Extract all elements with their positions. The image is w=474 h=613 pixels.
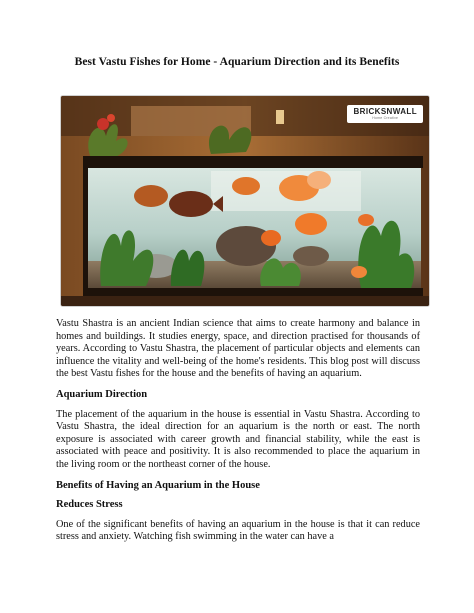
brand-tagline: Home Creative: [372, 116, 399, 120]
intro-paragraph: Vastu Shastra is an ancient Indian science that aims to create harmony and balance in homes and buildings. It studies energy, space, and direction practised for thousands of years. According to Vastu Shastra, the placement of particular objects and elements can influence the vitality and well-being of the home's residents. This blog post will discuss the best Vastu fishes for the house and the benefits of having an aquarium.: [56, 318, 420, 380]
brand-logo: [347, 105, 423, 123]
article-body: [56, 318, 420, 552]
reduces-stress-paragraph: One of the significant benefits of having an aquarium in the house is that it can reduce stress and anxiety. Watching fish swimming in the water can have a: [56, 518, 420, 543]
subheading-reduces-stress: Reduces Stress: [56, 499, 123, 511]
section-heading-benefits: Benefits of Having an Aquarium in the House: [56, 479, 260, 491]
brand-name: BRICKSNWALL: [353, 107, 417, 116]
aquarium-photo: [60, 95, 430, 307]
aquarium-direction-paragraph: The placement of the aquarium in the house is essential in Vastu Shastra. According to Vastu Shastra, the ideal direction for an aquarium is the north or east. The north exposure is associated with career growth and financial stability, while the east is associated with peace and positivity. It is also recommended to place the aquarium in the living room or the northeast corner of the house.: [56, 408, 420, 470]
aquarium-illustration: [61, 96, 429, 306]
section-heading-aquarium-direction: Aquarium Direction: [56, 388, 148, 400]
page-title: Best Vastu Fishes for Home - Aquarium Direction and its Benefits: [74, 56, 400, 68]
